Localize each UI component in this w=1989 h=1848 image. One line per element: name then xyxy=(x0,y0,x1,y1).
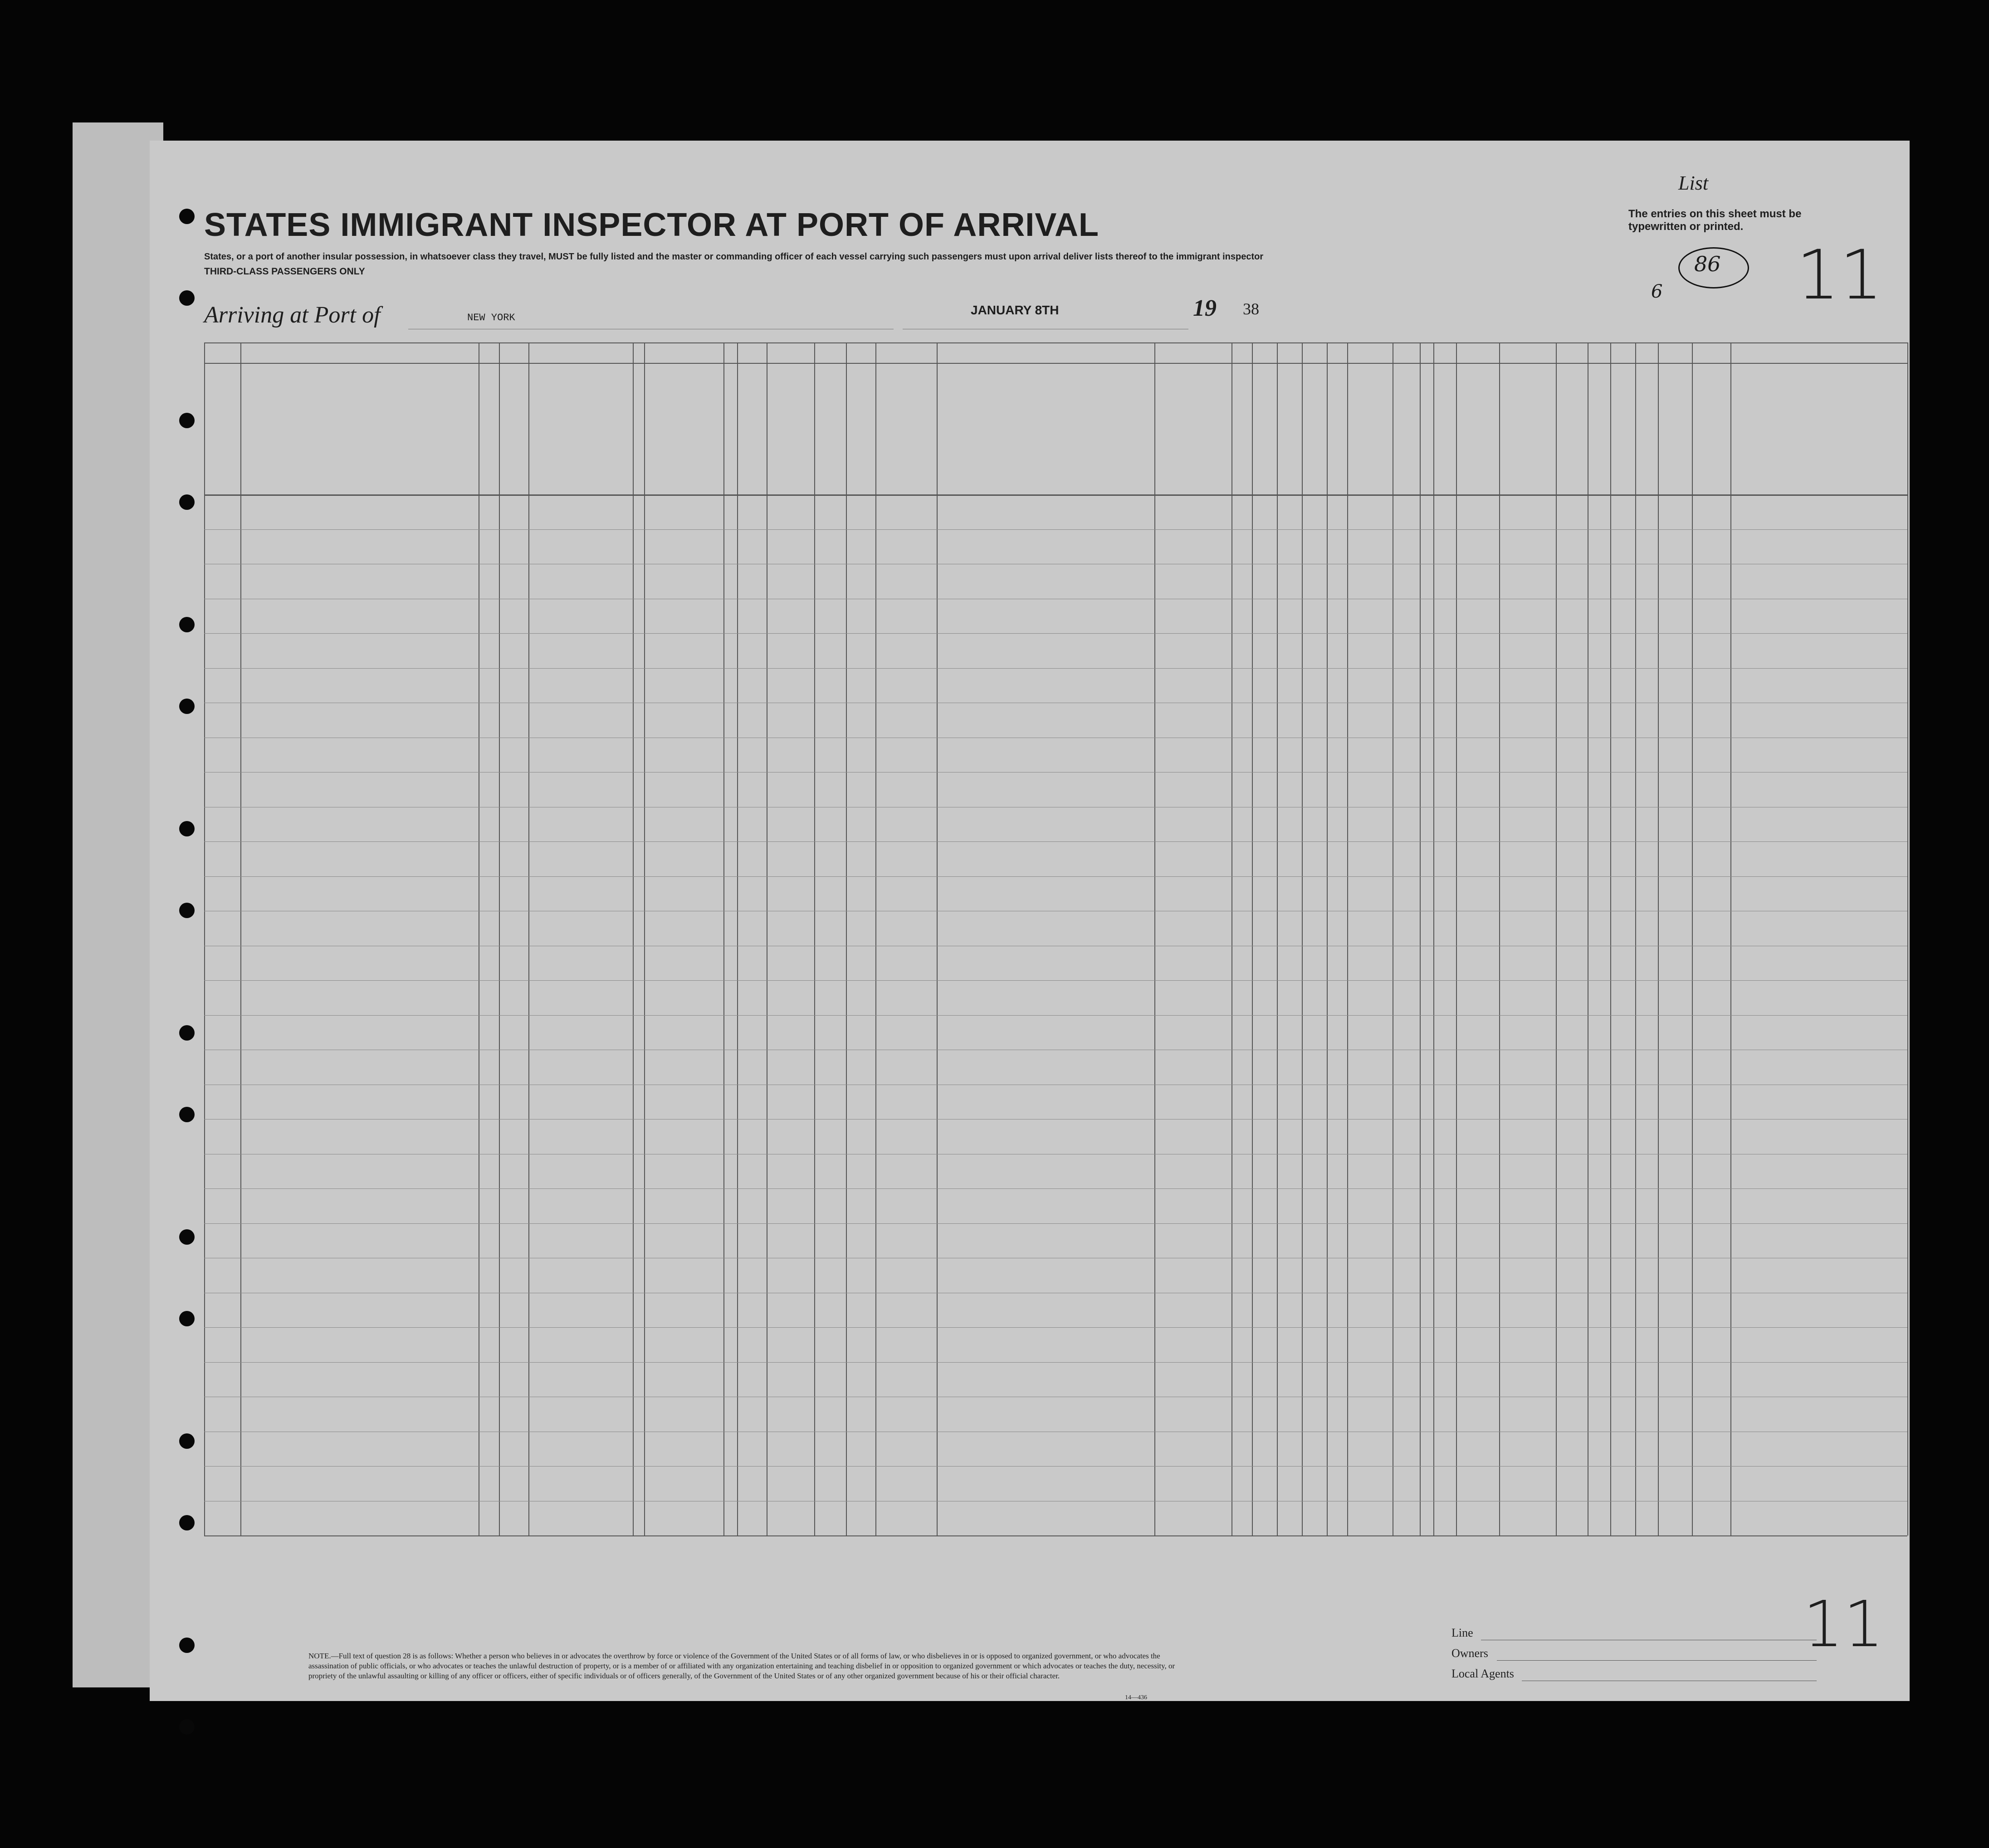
year-prefix: 19 xyxy=(1193,295,1217,321)
arriving-label: Arriving at Port of xyxy=(204,302,381,328)
column-divider xyxy=(737,342,738,1535)
owners-label: Owners xyxy=(1451,1647,1488,1660)
row-rule xyxy=(204,1188,1907,1189)
row-rule xyxy=(204,841,1907,842)
column-divider xyxy=(1499,342,1500,1535)
punch-hole xyxy=(179,821,195,836)
list-number: 86 xyxy=(1694,252,1721,276)
row-rule xyxy=(204,1466,1907,1467)
list-label: List xyxy=(1678,172,1709,194)
year-suffix: 38 xyxy=(1243,300,1259,318)
instructions-line: States, or a port of another insular possession, in whatsoever class they travel, MUST be fully listed and the master or commanding officer of each vessel carrying such passengers must upon arrival deliver lists thereof to the immigrant inspector xyxy=(204,252,1264,262)
column-divider xyxy=(1327,342,1328,1535)
page-title: STATES IMMIGRANT INSPECTOR AT PORT OF ARRIVAL xyxy=(204,207,1099,243)
row-rule xyxy=(204,980,1907,981)
column-divider xyxy=(240,342,241,1535)
column-divider xyxy=(1658,342,1659,1535)
typewritten-note: The entries on this sheet must be typewritten or printed. xyxy=(1628,208,1802,233)
column-divider xyxy=(1302,342,1303,1535)
bottom-sheet-mark: 11 xyxy=(1803,1588,1884,1662)
column-divider xyxy=(846,342,847,1535)
column-divider xyxy=(204,342,205,1535)
port-name: NEW YORK xyxy=(467,312,515,323)
table-top-rule xyxy=(204,342,1907,343)
punch-hole xyxy=(179,1433,195,1449)
column-divider xyxy=(814,342,815,1535)
punch-hole xyxy=(179,494,195,510)
line-label: Line xyxy=(1451,1626,1473,1639)
punch-hole xyxy=(179,1311,195,1326)
row-rule xyxy=(204,668,1907,669)
table-bottom-rule xyxy=(204,1535,1907,1536)
column-divider xyxy=(1907,342,1908,1535)
header-bottom-rule xyxy=(204,494,1907,496)
sheet-number: 11 xyxy=(1796,236,1883,315)
column-divider xyxy=(1692,342,1693,1535)
column-divider xyxy=(644,342,645,1535)
class-line: THIRD-CLASS PASSENGERS ONLY xyxy=(204,266,365,277)
row-rule xyxy=(204,633,1907,634)
punch-hole xyxy=(179,1229,195,1245)
punch-hole xyxy=(179,1107,195,1122)
column-divider xyxy=(1556,342,1557,1535)
column-divider xyxy=(633,342,634,1535)
row-rule xyxy=(204,876,1907,877)
punch-hole xyxy=(179,1638,195,1653)
column-divider xyxy=(875,342,876,1535)
column-divider xyxy=(1420,342,1421,1535)
column-divider xyxy=(1456,342,1457,1535)
stamp-mark: 6 xyxy=(1651,281,1663,302)
row-rule xyxy=(204,1327,1907,1328)
row-rule xyxy=(204,529,1907,530)
manifest-sheet xyxy=(150,141,1910,1701)
column-divider xyxy=(1154,342,1155,1535)
column-divider xyxy=(1252,342,1253,1535)
column-divider xyxy=(1610,342,1611,1535)
row-rule xyxy=(204,1223,1907,1224)
punch-hole xyxy=(179,1719,195,1735)
column-divider xyxy=(1277,342,1278,1535)
owners-underline xyxy=(1497,1660,1817,1661)
local-agents-label: Local Agents xyxy=(1451,1667,1514,1680)
row-rule xyxy=(204,1015,1907,1016)
punch-hole xyxy=(179,617,195,632)
row-rule xyxy=(204,1119,1907,1120)
column-divider xyxy=(723,342,724,1535)
arrival-date: JANUARY 8TH xyxy=(971,303,1059,317)
column-divider xyxy=(1635,342,1636,1535)
column-divider xyxy=(528,342,529,1535)
column-number-rule xyxy=(204,363,1907,364)
column-divider xyxy=(1433,342,1434,1535)
punch-hole xyxy=(179,1515,195,1530)
column-divider xyxy=(1347,342,1348,1535)
column-divider xyxy=(937,342,938,1535)
punch-hole xyxy=(179,903,195,918)
punch-hole xyxy=(179,699,195,714)
row-rule xyxy=(204,1362,1907,1363)
punch-hole xyxy=(179,290,195,306)
form-code: 14—436 xyxy=(1125,1694,1147,1701)
column-divider xyxy=(1730,342,1731,1535)
question-28-note: NOTE.—Full text of question 28 is as follows: Whether a person who believes in or advocates the overthrow by force or violence of the Government of the United States or of all forms of law, or who disbelieves in or is opposed to organized government, or who advocates the assassination of public officials, or who advocates or teaches the unlawful destruction of property, or is a member of or affiliated with any organization entertaining and teaching disbelief in or opposition to organized government or which advocates or teaches the duty, necessity, or propriety of the unlawful assaulting or killing of any officer or officers, either of specific individuals or of officers generally, of the Government of the United States or of any other organized government because of his or their official character. xyxy=(308,1652,1175,1681)
punch-hole xyxy=(179,209,195,224)
column-divider xyxy=(499,342,500,1535)
punch-hole xyxy=(179,413,195,428)
punch-hole xyxy=(179,1025,195,1041)
